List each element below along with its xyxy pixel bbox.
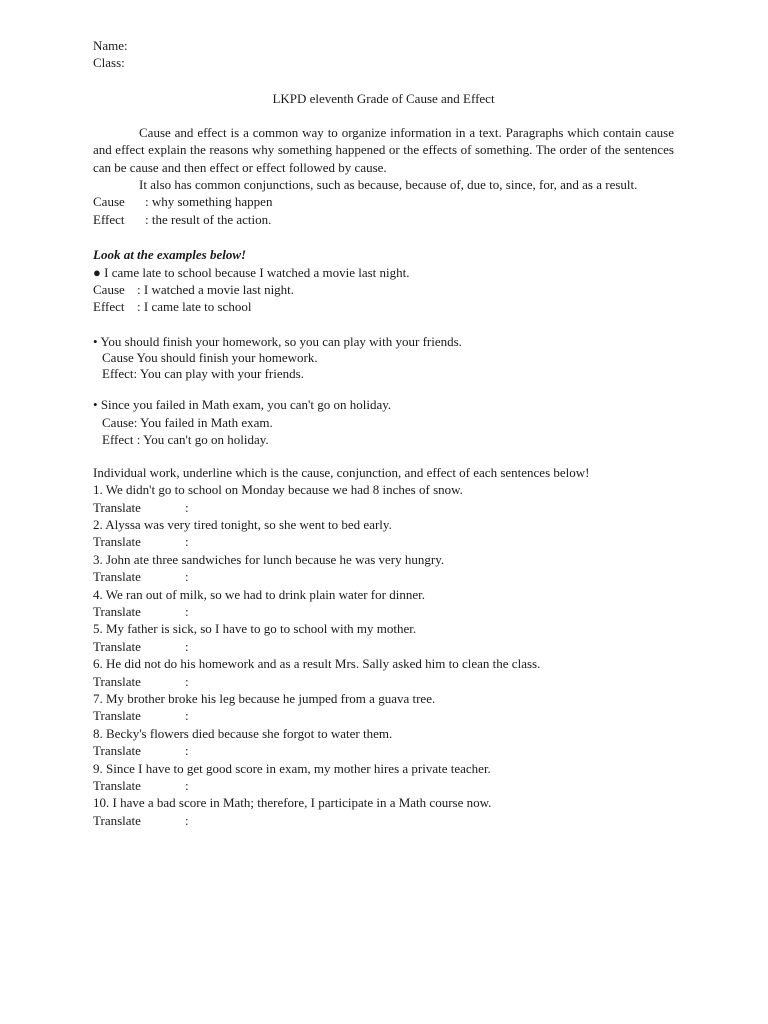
example-1 [93, 264, 674, 316]
definition-effect-text: : the result of the action. [145, 211, 272, 227]
example-3-effect: Effect : You can't go on holiday. [102, 431, 269, 447]
task-sentence: 4. We ran out of milk, so we had to drink plain water for dinner. [93, 586, 425, 602]
task-sentence: 1. We didn't go to school on Monday because we had 8 inches of snow. [93, 482, 463, 498]
translate-colon: : [185, 569, 189, 585]
translate-label: Translate [93, 603, 141, 619]
example-2-cause: Cause You should finish your homework. [102, 350, 318, 366]
example-1-cause-text: : I watched a movie last night. [137, 282, 295, 298]
translate-colon: : [185, 743, 189, 759]
translate-label: Translate [93, 569, 141, 585]
class-field-label: Class: [93, 55, 125, 71]
task-sentence: 9. Since I have to get good score in exam, my mother hires a private teacher. [93, 760, 491, 776]
translate-line [93, 673, 674, 690]
worksheet-page [93, 37, 674, 829]
example-2-effect: Effect: You can play with your friends. [102, 366, 304, 382]
translate-label: Translate [93, 778, 141, 793]
definition-cause [93, 193, 674, 210]
task-sentence: 10. I have a bad score in Math; therefore, I participate in a Math course now. [93, 795, 492, 811]
translate-colon: : [185, 778, 189, 793]
translate-line [93, 533, 674, 550]
task-instruction: Individual work, underline which is the cause, conjunction, and effect of each sentences below! [93, 464, 590, 480]
task-section [93, 464, 674, 830]
example-2-sentence-line [93, 333, 674, 350]
bullet-icon: ● [93, 264, 101, 280]
example-1-effect-text: : I came late to school [137, 299, 252, 315]
example-3-sentence-line [93, 396, 674, 413]
task-sentence: 7. My brother broke his leg because he jumped from a guava tree. [93, 690, 436, 706]
translate-line [93, 603, 674, 620]
example-3-cause: Cause: You failed in Math exam. [102, 414, 273, 430]
translate-colon: : [185, 812, 189, 828]
translate-label: Translate [93, 743, 141, 759]
translate-colon: : [185, 638, 189, 654]
translate-colon: : [185, 534, 189, 550]
translate-line [93, 638, 674, 655]
examples-heading: Look at the examples below! [93, 247, 247, 263]
example-1-effect [93, 298, 674, 315]
translate-label: Translate [93, 673, 141, 689]
translate-colon: : [185, 673, 189, 689]
translate-line [93, 568, 674, 585]
example-1-cause [93, 281, 674, 298]
translate-line [93, 812, 674, 829]
definition-cause-label: Cause [93, 194, 125, 210]
translate-label: Translate [93, 499, 141, 515]
task-sentence: 2. Alyssa was very tired tonight, so she went to bed early. [93, 516, 392, 532]
example-3 [93, 396, 674, 447]
intro-paragraph-2: It also has common conjunctions, such as because, because of, due to, since, for, and as a result. [139, 177, 638, 193]
translate-label: Translate [93, 812, 141, 828]
example-1-effect-label: Effect [93, 299, 125, 315]
translate-colon: : [185, 708, 189, 724]
translate-line [93, 777, 674, 794]
definition-effect [93, 211, 674, 228]
translate-colon: : [185, 603, 189, 619]
translate-line [93, 499, 674, 516]
translate-label: Translate [93, 708, 141, 724]
intro-paragraph-1: Cause and effect is a common way to organize information in a text. Paragraphs which contain cause and effect explain the reasons why something happened or the effects of something. The order of the sentences can be cause and then effect or effect followed by cause. [93, 124, 674, 175]
task-sentence: 6. He did not do his homework and as a result Mrs. Sally asked him to clean the class. [93, 656, 541, 672]
example-3-sentence: Since you failed in Math exam, you can't go on holiday. [100, 397, 392, 413]
definition-effect-label: Effect [93, 211, 125, 227]
bullet-icon: • [93, 333, 98, 349]
translate-line [93, 742, 674, 759]
translate-colon: : [185, 499, 189, 515]
task-sentence: 5. My father is sick, so I have to go to school with my mother. [93, 621, 417, 637]
translate-line [93, 707, 674, 724]
example-1-sentence-line [93, 264, 674, 281]
document-title: LKPD eleventh Grade of Cause and Effect [272, 90, 495, 106]
task-sentence: 3. John ate three sandwiches for lunch because he was very hungry. [93, 551, 445, 567]
task-list [93, 481, 674, 829]
example-1-sentence: I came late to school because I watched a movie last night. [104, 264, 410, 280]
task-sentence: 8. Becky's flowers died because she forgot to water them. [93, 725, 393, 741]
example-2-sentence: You should finish your homework, so you can play with your friends. [100, 333, 462, 349]
example-1-cause-label: Cause [93, 282, 125, 298]
example-2 [93, 333, 674, 382]
definition-cause-text: : why something happen [145, 194, 273, 210]
name-field-label: Name: [93, 38, 128, 53]
translate-label: Translate [93, 638, 141, 654]
bullet-icon: • [93, 397, 98, 413]
translate-label: Translate [93, 534, 141, 550]
